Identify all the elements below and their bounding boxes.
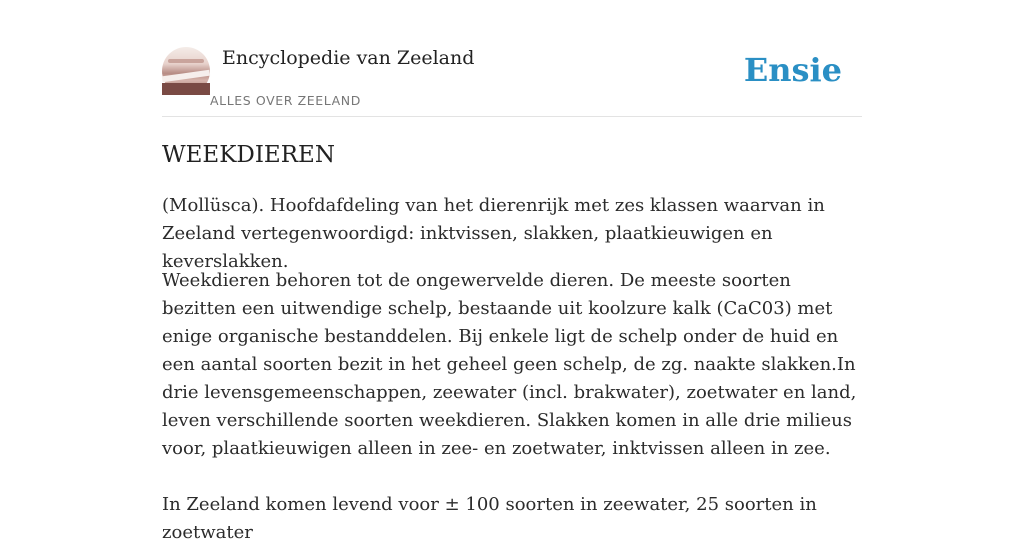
article-title: WEEKDIEREN [162,142,335,168]
page-container [162,0,862,543]
avatar-band-top [168,59,204,63]
article-paragraph-2: Weekdieren behoren tot de ongewervelde dieren. De meeste soorten bezitten een uitwendige schelp, bestaande uit koolzure kalk (CaC03) met enige organische bestanddelen. Bij enkele ligt de schelp onder de huid en een aantal soorten bezit in het geheel geen schelp, de zg. naakte slakken.In drie levensgemeenschappen, zeewater (incl. brakwater), zoetwater en land, leven verschillende soorten weekdieren. Slakken komen in alle drie milieus voor, plaatkieuwigen alleen in zee- en zoetwater, inktvissen alleen in zee. [162,270,857,459]
article-paragraph-1: (Mollüsca). Hoofdafdeling van het dierenrijk met zes klassen waarvan in Zeeland vertegenwoordigd: inktvissen, slakken, plaatkieuwigen en keverslakken. [162,195,825,272]
site-avatar[interactable] [162,47,210,95]
article-paragraph-3: In Zeeland komen levend voor ± 100 soorten in zeewater, 25 soorten in zoetwater [162,494,817,543]
site-title-link[interactable]: Encyclopedie van Zeeland [222,47,475,69]
site-tagline: ALLES OVER ZEELAND [210,93,361,108]
avatar-band-middle [162,70,210,83]
site-header [162,0,862,117]
brand-logo-link[interactable]: Ensie [743,51,842,89]
avatar-band-bottom [162,83,210,95]
